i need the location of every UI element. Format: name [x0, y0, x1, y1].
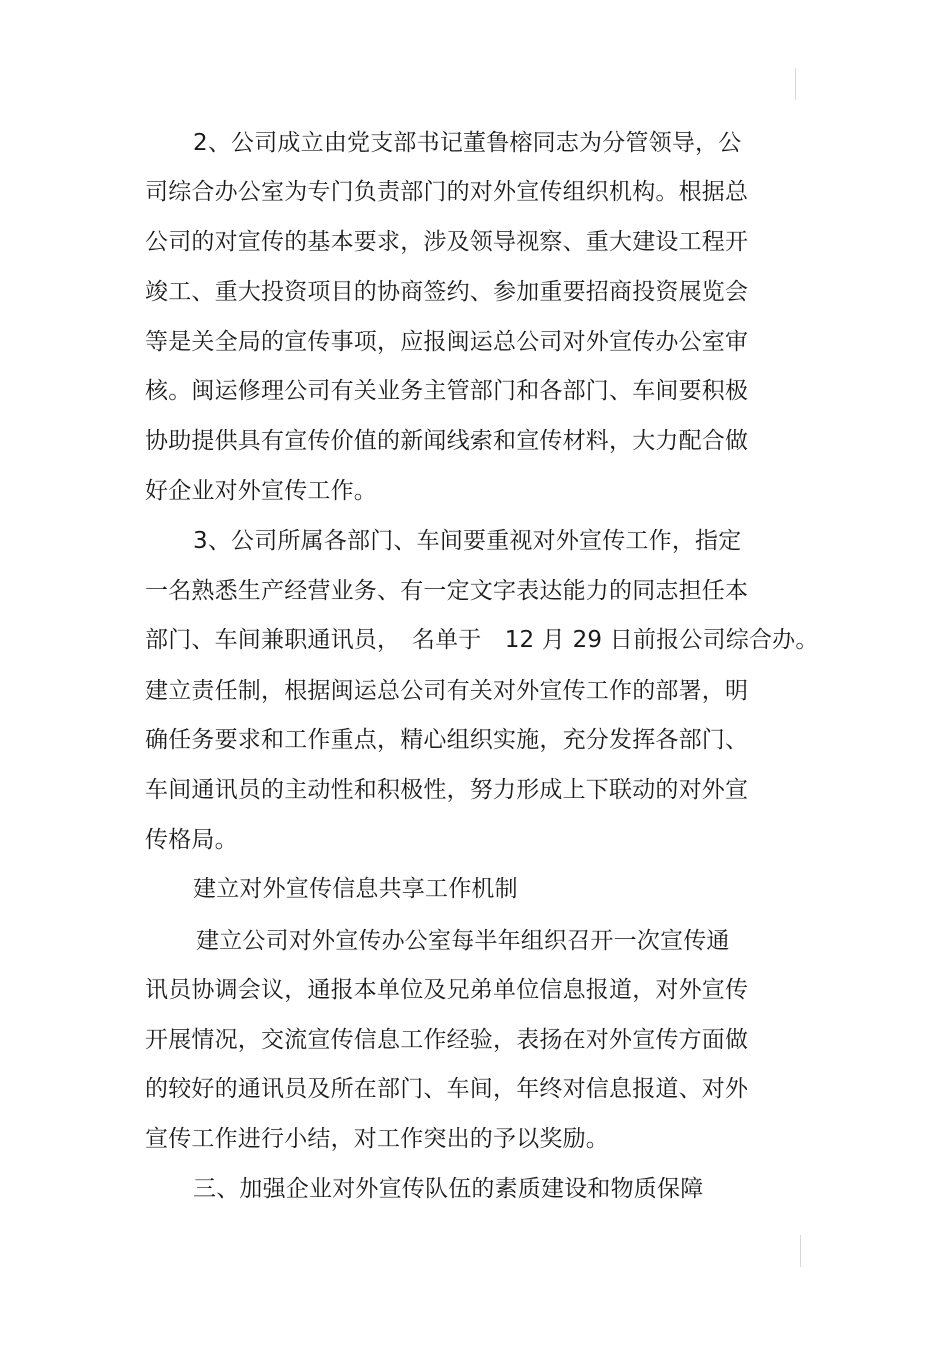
info-sharing-line-5: 宣传工作进行小结，对工作突出的予以奖励。	[145, 1126, 609, 1152]
info-sharing-line-3: 开展情况，交流宣传信息工作经验，表扬在对外宣传方面做	[145, 1027, 749, 1053]
paragraph-2-line-7: 协助提供具有宣传价值的新闻线索和宣传材料，大力配合做	[145, 428, 749, 454]
paragraph-3-line-5: 确任务要求和工作重点，精心组织实施，充分发挥各部门、	[145, 727, 749, 753]
info-sharing-line-1: 建立公司对外宣传办公室每半年组织召开一次宣传通	[196, 928, 730, 954]
paragraph-2-line-5: 等是关全局的宣传事项，应报闽运总公司对外宣传办公室审	[145, 329, 749, 355]
paragraph-3-line-7: 传格局。	[145, 827, 238, 853]
paragraph-3-line-4: 建立责任制，根据闽运总公司有关对外宣传工作的部署，明	[145, 678, 749, 704]
paragraph-3-line-3: 部门、车间兼职通讯员， 名单于 12 月 29 日前报公司综合办。	[145, 627, 819, 653]
margin-mark-bottom	[800, 1235, 801, 1267]
paragraph-2-line-3: 公司的对宣传的基本要求，涉及领导视察、重大建设工程开	[145, 229, 749, 255]
paragraph-2-line-4: 竣工、重大投资项目的协商签约、参加重要招商投资展览会	[145, 279, 749, 305]
info-sharing-line-2: 讯员协调会议，通报本单位及兄弟单位信息报道，对外宣传	[145, 977, 749, 1003]
paragraph-2-line-1: 2、公司成立由党支部书记董鲁榕同志为分管领导，公	[193, 130, 742, 156]
paragraph-2-line-6: 核。闽运修理公司有关业务主管部门和各部门、车间要积极	[145, 378, 749, 404]
info-sharing-line-4: 的较好的通讯员及所在部门、车间，年终对信息报道、对外	[145, 1076, 749, 1102]
paragraph-3-line-6: 车间通讯员的主动性和积极性，努力形成上下联动的对外宣	[145, 777, 749, 803]
paragraph-2-line-8: 好企业对外宣传工作。	[145, 478, 377, 504]
paragraph-3-line-2: 一名熟悉生产经营业务、有一定文字表达能力的同志担任本	[145, 578, 749, 604]
section-heading-info-sharing: 建立对外宣传信息共享工作机制	[193, 876, 518, 902]
paragraph-3-line-1: 3、公司所属各部门、车间要重视对外宣传工作，指定	[193, 528, 742, 554]
paragraph-2-line-2: 司综合办公室为专门负责部门的对外宣传组织机构。根据总	[145, 179, 749, 205]
section-heading-3: 三、加强企业对外宣传队伍的素质建设和物质保障	[193, 1176, 704, 1202]
margin-mark-top	[795, 68, 796, 100]
